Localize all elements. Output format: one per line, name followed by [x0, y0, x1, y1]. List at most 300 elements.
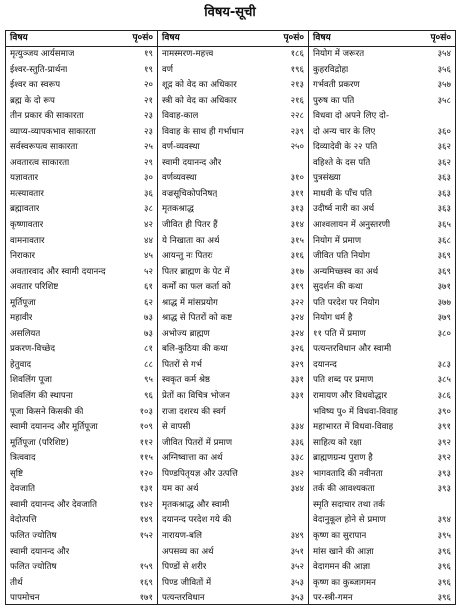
entry-topic: वेदानुकूल होने से प्रमाण: [313, 515, 386, 526]
entry-page: २३९: [290, 126, 304, 137]
entry-topic: मत्स्यावतार: [10, 188, 44, 199]
entry-page: ३८३: [437, 359, 451, 370]
entry-page: १५९: [139, 562, 153, 573]
index-entry: [158, 47, 308, 63]
index-entry: [158, 545, 308, 561]
entry-page: ३१४: [290, 220, 304, 231]
index-entry: [309, 405, 455, 421]
entry-topic: रामायण और विधवोद्धार: [313, 391, 387, 402]
entry-topic: फलित ज्योतिष: [10, 530, 57, 541]
entry-topic: जीवित ही पितर हैं: [162, 220, 218, 231]
entry-page: ३०: [144, 173, 153, 184]
entry-topic: दो अन्य चार के लिए: [313, 126, 376, 137]
index-entry: [309, 125, 455, 141]
entry-page: ३६३: [437, 173, 451, 184]
index-entry: [6, 47, 157, 63]
entry-topic: कुहरविद्रोहा: [313, 64, 349, 75]
index-entry: [158, 249, 308, 265]
index-entry: [158, 280, 308, 296]
index-entry: [158, 342, 308, 358]
index-entry: [6, 94, 157, 110]
index-entry: [158, 327, 308, 343]
index-entry: [6, 171, 157, 187]
entry-topic: वहिश्ते के दस पति: [313, 157, 371, 168]
entry-page: ३४९: [290, 530, 304, 541]
entry-page: ६१: [144, 282, 153, 293]
entry-page: ३९१: [437, 422, 451, 433]
entry-topic: दयानन्द परदेश गये की: [162, 515, 232, 526]
index-entry: [309, 420, 455, 436]
entry-topic: ब्राह्मणग्रन्थ पुराण है: [313, 453, 373, 464]
entry-page: ३३८: [290, 453, 304, 464]
index-entry: [309, 529, 455, 545]
entry-topic: शिवलिंग की स्थापना: [10, 391, 73, 402]
entry-page: ३९२: [437, 453, 451, 464]
entry-page: ३७१: [437, 282, 451, 293]
entry-page: ३९३: [437, 468, 451, 479]
index-entry: [158, 420, 308, 436]
entry-page: ८८: [144, 359, 153, 370]
entry-topic: देवजाति: [10, 484, 36, 495]
index-entry: [309, 140, 455, 156]
entry-page: १९: [144, 64, 153, 75]
index-entry: [6, 358, 157, 374]
index-entry: [6, 529, 157, 545]
index-entry: [6, 389, 157, 405]
entry-topic: तीर्थ: [10, 577, 23, 588]
entry-page: ३१०: [290, 173, 304, 184]
column-header: [6, 31, 157, 47]
entry-topic: व्याप्य-व्यापकभाव साकारता: [10, 126, 96, 137]
entry-topic: सृष्टि: [10, 468, 24, 479]
entry-page: ४५: [144, 251, 153, 262]
entry-topic: उदीर्ष्व नारी का अर्थ: [313, 204, 375, 215]
entry-topic: अवतारत्व साकारता: [10, 157, 70, 168]
entry-topic: पति शब्द पर प्रमाण: [313, 375, 374, 386]
entry-topic: सुदर्शन की कथा: [313, 282, 363, 293]
index-entry: [158, 202, 308, 218]
entry-page: २१३: [290, 80, 304, 91]
entry-page: १२०: [139, 468, 153, 479]
index-entry: [6, 63, 157, 79]
entry-page: ३९५: [437, 530, 451, 541]
entry-page: ३९४: [437, 515, 451, 526]
index-entry: [6, 576, 157, 592]
index-table: [5, 30, 456, 605]
index-entry: [158, 140, 308, 156]
entry-topic: असलियत: [10, 328, 41, 339]
entry-topic: श्राद्ध में मांसप्रयोग: [162, 297, 218, 308]
entry-page: ३३४: [290, 422, 304, 433]
index-entry: [6, 327, 157, 343]
index-column-1: [6, 31, 157, 604]
entry-page: ३२२: [290, 297, 304, 308]
index-entry: [6, 405, 157, 421]
entry-topic: भविष्य पु० में विधवा-विवाह: [313, 406, 398, 417]
entry-topic: ईश्वर का स्वरूप: [10, 80, 61, 91]
index-entry: [158, 156, 308, 172]
index-column-2: [157, 31, 308, 604]
entry-page: ३८०: [437, 328, 451, 339]
entry-topic: पिण्ड जीवितों में: [162, 577, 212, 588]
index-entry: [158, 296, 308, 312]
topic-header: विषय: [313, 33, 331, 43]
index-entry: [158, 109, 308, 125]
entry-topic: महाभारत में विधवा-विवाह: [313, 422, 394, 433]
entry-page: ३९०: [437, 406, 451, 417]
index-entry: [158, 591, 308, 607]
entry-page: २३: [144, 126, 153, 137]
entry-page: १५२: [139, 530, 153, 541]
entry-topic: वर्ण: [162, 64, 173, 75]
entry-topic: आयन्तु नः पितरः: [162, 251, 213, 262]
entry-topic: कृष्ण का कुब्जागमन: [313, 577, 376, 588]
index-entry: [309, 498, 455, 514]
entry-page: ३२४: [290, 313, 304, 324]
entry-page: ३५४: [437, 49, 451, 59]
index-entry: [309, 94, 455, 110]
entry-topic: निराकार: [10, 251, 36, 262]
index-entry: [6, 249, 157, 265]
entry-topic: पत्यन्तरविधान और स्वामी: [313, 344, 392, 355]
index-entry: [6, 591, 157, 607]
entry-topic: नियोग में जरूरत: [313, 49, 365, 59]
entry-page: ७३: [144, 313, 153, 324]
entry-topic: मूर्तिपूजा (परिशिष्ट): [10, 437, 69, 448]
entry-topic: यज्ञावतार: [10, 173, 39, 184]
entry-page: ३४२: [290, 468, 304, 479]
entry-topic: विधवा दो अपने लिए दो-: [313, 111, 389, 122]
entry-page: ३४४: [290, 484, 304, 495]
entry-topic: अवतार परिशिष्ट: [10, 282, 59, 293]
index-entry: [158, 451, 308, 467]
entry-page: ३८५: [437, 375, 451, 386]
index-entry: [309, 467, 455, 483]
entry-topic: मृतकश्राद्ध: [162, 204, 194, 215]
entry-page: ३९३: [437, 484, 451, 495]
entry-topic: भागवतादि की नवीनता: [313, 468, 383, 479]
entry-page: १०३: [139, 406, 153, 417]
entry-page: ११५: [139, 453, 153, 464]
entry-topic: पितर ब्राह्मण के पेट में: [162, 266, 230, 277]
entry-topic: प्रेतों का विचित्र भोजन: [162, 391, 230, 402]
entry-page: ३३१: [290, 375, 304, 386]
index-entry: [158, 358, 308, 374]
entry-topic: पितरों से गर्भ: [162, 359, 202, 370]
index-entry: [309, 451, 455, 467]
entry-page: ३११: [290, 188, 304, 199]
index-entry: [158, 265, 308, 281]
entry-topic: पर-स्त्री-गमन: [313, 593, 353, 604]
index-entry: [158, 482, 308, 498]
entry-page: २५०: [290, 142, 304, 153]
index-entry: [309, 296, 455, 312]
entry-page: ३२९: [290, 359, 304, 370]
index-entry: [6, 436, 157, 452]
index-entry: [158, 405, 308, 421]
entry-page: २३: [144, 111, 153, 122]
index-entry: [309, 63, 455, 79]
index-entry: [6, 560, 157, 576]
entry-topic: गर्भवती प्रकरण: [313, 80, 360, 91]
index-entry: [158, 234, 308, 250]
index-entry: [6, 140, 157, 156]
entry-page: ३१६: [290, 251, 304, 262]
entry-topic: ये निखाता का अर्थ: [162, 235, 220, 246]
index-entry: [6, 234, 157, 250]
index-entry: [6, 373, 157, 389]
entry-page: १३१: [139, 484, 153, 495]
topic-header: विषय: [10, 33, 28, 43]
index-entry: [309, 545, 455, 561]
entry-page: ११२: [139, 437, 153, 448]
index-entry: [158, 498, 308, 514]
entry-topic: स्वामी दयानन्द और मूर्तिपूजा: [10, 422, 98, 433]
entry-topic: अग्निष्वात्ता का अर्थ: [162, 453, 223, 464]
page-header: पृ०सं०: [430, 33, 451, 43]
index-entry: [309, 218, 455, 234]
entry-topic: पिण्डों से शरीर: [162, 562, 207, 573]
index-entry: [6, 78, 157, 94]
entry-page: १४२: [139, 499, 153, 510]
index-entry: [6, 202, 157, 218]
index-entry: [309, 327, 455, 343]
index-entry: [158, 513, 308, 529]
index-entry: [6, 218, 157, 234]
entry-topic: स्वामी दयानन्द और देवजाति: [10, 499, 98, 510]
index-entry: [6, 187, 157, 203]
entry-page: ३६९: [437, 251, 451, 262]
entry-page: १०९: [139, 422, 153, 433]
entry-topic: फलित ज्योतिष: [10, 562, 57, 573]
index-entry: [6, 265, 157, 281]
entry-topic: जीवित पितरों में प्रमाण: [162, 437, 233, 448]
index-entry: [309, 171, 455, 187]
entry-topic: त्रित्ववाद: [10, 453, 36, 464]
index-entry: [158, 529, 308, 545]
entry-topic: शिवलिंग पूजा: [10, 375, 52, 386]
entry-topic: ब्रह्मावतार: [10, 204, 40, 215]
index-entry: [309, 591, 455, 607]
entry-page: ९६: [144, 391, 153, 402]
entry-topic: पति परदेश पर नियोग: [313, 297, 380, 308]
entry-topic: कृष्णावतार: [10, 220, 44, 231]
entry-topic: नामस्मरण-महत्त्व: [162, 49, 214, 59]
entry-topic: विवाह-काल: [162, 111, 199, 122]
entry-page: ३६२: [437, 142, 451, 153]
index-entry: [309, 513, 455, 529]
index-entry: [158, 187, 308, 203]
index-entry: [6, 156, 157, 172]
index-entry: [6, 482, 157, 498]
index-entry: [6, 342, 157, 358]
entry-topic: ब्रह्म के दो रूप: [10, 95, 55, 106]
entry-page: २५: [144, 142, 153, 153]
index-entry: [158, 389, 308, 405]
entry-page: ८१: [144, 344, 153, 355]
entry-topic: बलि-कुठिया की कथा: [162, 344, 228, 355]
entry-topic: मूर्तिपूजा: [10, 297, 36, 308]
entry-topic: मांस खाने की आज्ञा: [313, 546, 374, 557]
entry-page: ३५२: [290, 562, 304, 573]
entry-page: १९: [144, 49, 153, 59]
entry-topic: स्वकृत कर्म श्रेष्ठ: [162, 375, 210, 386]
entry-page: ३३१: [290, 391, 304, 402]
index-entry: [6, 420, 157, 436]
index-entry: [158, 63, 308, 79]
index-entry: [6, 467, 157, 483]
entry-page: १६९: [139, 577, 153, 588]
entry-topic: प्रकरण-विच्छेद: [10, 344, 56, 355]
index-entry: [158, 311, 308, 327]
index-entry: [309, 265, 455, 281]
index-entry: [309, 280, 455, 296]
entry-page: ३६३: [437, 188, 451, 199]
entry-page: ३९६: [437, 593, 451, 604]
index-entry: [309, 342, 455, 358]
entry-topic: आश्वलायन में अनुस्तरणी: [313, 220, 391, 231]
index-entry: [6, 498, 157, 514]
entry-page: ३९६: [437, 562, 451, 573]
entry-page: ३१७: [290, 266, 304, 277]
index-entry: [158, 467, 308, 483]
entry-topic: विवाह के साथ ही गर्भाधान: [162, 126, 244, 137]
entry-topic: दिव्यादेवी के २२ पति: [313, 142, 378, 153]
entry-page: ३१५: [290, 235, 304, 246]
page-header: पृ०सं०: [283, 33, 304, 43]
entry-topic: वेदोत्पत्ति: [10, 515, 37, 526]
index-entry: [158, 560, 308, 576]
entry-topic: ११ पति में प्रमाण: [313, 328, 366, 339]
entry-page: ३६३: [437, 204, 451, 215]
entry-topic: पत्यन्तरविधान: [162, 593, 205, 604]
entry-page: १४९: [139, 515, 153, 526]
entry-topic: हेतुवाद: [10, 359, 32, 370]
entry-topic: पुरुष का पति: [313, 95, 355, 106]
entry-page: २१: [144, 95, 153, 106]
index-entry: [158, 125, 308, 141]
entry-topic: अवतारवाद और स्वामी दयानन्द: [10, 266, 106, 277]
entry-topic: दयानन्द: [313, 359, 337, 370]
entry-topic: महावीर: [10, 313, 33, 324]
entry-page: ५२: [144, 266, 153, 277]
index-entry: [158, 436, 308, 452]
entry-topic: जीवित पति नियोग: [313, 251, 371, 262]
entry-topic: अपसव्य का अर्थ: [162, 546, 214, 557]
entry-topic: शूद्र को वेद का अधिकार: [162, 80, 237, 91]
entry-page: २१६: [290, 95, 304, 106]
entry-page: ३८६: [437, 391, 451, 402]
entry-page: ३५७: [437, 80, 451, 91]
entry-page: ३५३: [290, 577, 304, 588]
entry-topic: नारायण-बलि: [162, 530, 202, 541]
index-entry: [309, 560, 455, 576]
entry-page: ३७७: [437, 297, 451, 308]
column-header: [309, 31, 455, 47]
index-entry: [309, 389, 455, 405]
entry-page: २९: [144, 157, 153, 168]
entry-topic: वर्ण-व्यवस्था: [162, 142, 200, 153]
entry-page: ९५: [144, 375, 153, 386]
entry-topic: माधवी के पाँच पति: [313, 188, 373, 199]
index-entry: [158, 373, 308, 389]
entry-topic: वामनावतार: [10, 235, 45, 246]
index-entry: [158, 576, 308, 592]
entry-topic: अन्यमिच्छस्व का अर्थ: [313, 266, 379, 277]
entry-page: ३५३: [290, 593, 304, 604]
entry-topic: स्त्री को वेद का अधिकार: [162, 95, 237, 106]
index-entry: [309, 249, 455, 265]
entry-page: २२८: [290, 111, 304, 122]
entry-topic: स्मृति सदाचार तथा तर्क: [313, 499, 385, 510]
index-entry: [158, 218, 308, 234]
entry-page: १७१: [139, 593, 153, 604]
entry-topic: श्राद्ध से पितरों को कष्ट: [162, 313, 233, 324]
entry-page: ७३: [144, 328, 153, 339]
column-header: [158, 31, 308, 47]
entry-page: ३५८: [437, 95, 451, 106]
index-entry: [158, 78, 308, 94]
index-entry: [309, 358, 455, 374]
entry-topic: सर्वस्वरूपत्व साकारता: [10, 142, 78, 153]
index-entry: [6, 280, 157, 296]
entry-page: ३७९: [437, 313, 451, 324]
index-entry: [309, 156, 455, 172]
entry-page: ३६५: [437, 220, 451, 231]
entry-page: ३६९: [437, 266, 451, 277]
index-entry: [309, 482, 455, 498]
entry-topic: मृत्युञ्जय आर्यसमाज: [10, 49, 75, 59]
entry-topic: साहित्य को रक्षा: [313, 437, 362, 448]
entry-topic: स्वामी दयानन्द और: [10, 546, 70, 557]
entry-topic: नियोग धर्म है: [313, 313, 353, 324]
entry-page: २०: [144, 80, 153, 91]
entry-topic: यम का अर्थ: [162, 484, 199, 495]
topic-header: विषय: [162, 33, 180, 43]
entry-page: ३१३: [290, 204, 304, 215]
entry-page: ३३६: [290, 437, 304, 448]
entry-page: ३६८: [437, 235, 451, 246]
entry-topic: वेदागमन की आज्ञा: [313, 562, 371, 573]
entry-page: ३८: [144, 204, 153, 215]
index-entry: [158, 94, 308, 110]
entry-page: ३६२: [437, 157, 451, 168]
entry-topic: पापमोचन: [10, 593, 40, 604]
entry-page: ३२६: [290, 344, 304, 355]
index-entry: [309, 373, 455, 389]
index-entry: [6, 296, 157, 312]
index-entry: [309, 47, 455, 63]
entry-topic: नियोग में प्रमाण: [313, 235, 362, 246]
entry-page: ३६०: [437, 126, 451, 137]
entry-topic: से वापसी: [162, 422, 191, 433]
entry-page: १९६: [290, 64, 304, 75]
entry-page: ३६: [144, 188, 153, 199]
entry-page: ३१९: [290, 282, 304, 293]
entry-page: ३५६: [437, 64, 451, 75]
entry-topic: वज्रसूचिकोपनिषत्: [162, 188, 218, 199]
entry-page: ४२: [144, 220, 153, 231]
entry-topic: तर्क की आवश्यकता: [313, 484, 375, 495]
entry-page: ३५१: [290, 546, 304, 557]
index-entry: [309, 311, 455, 327]
index-entry: [309, 187, 455, 203]
index-entry: [309, 234, 455, 250]
index-entry: [6, 125, 157, 141]
entry-topic: कृष्ण का सुरापान: [313, 530, 367, 541]
index-entry: [6, 311, 157, 327]
entry-page: ४४: [144, 235, 153, 246]
